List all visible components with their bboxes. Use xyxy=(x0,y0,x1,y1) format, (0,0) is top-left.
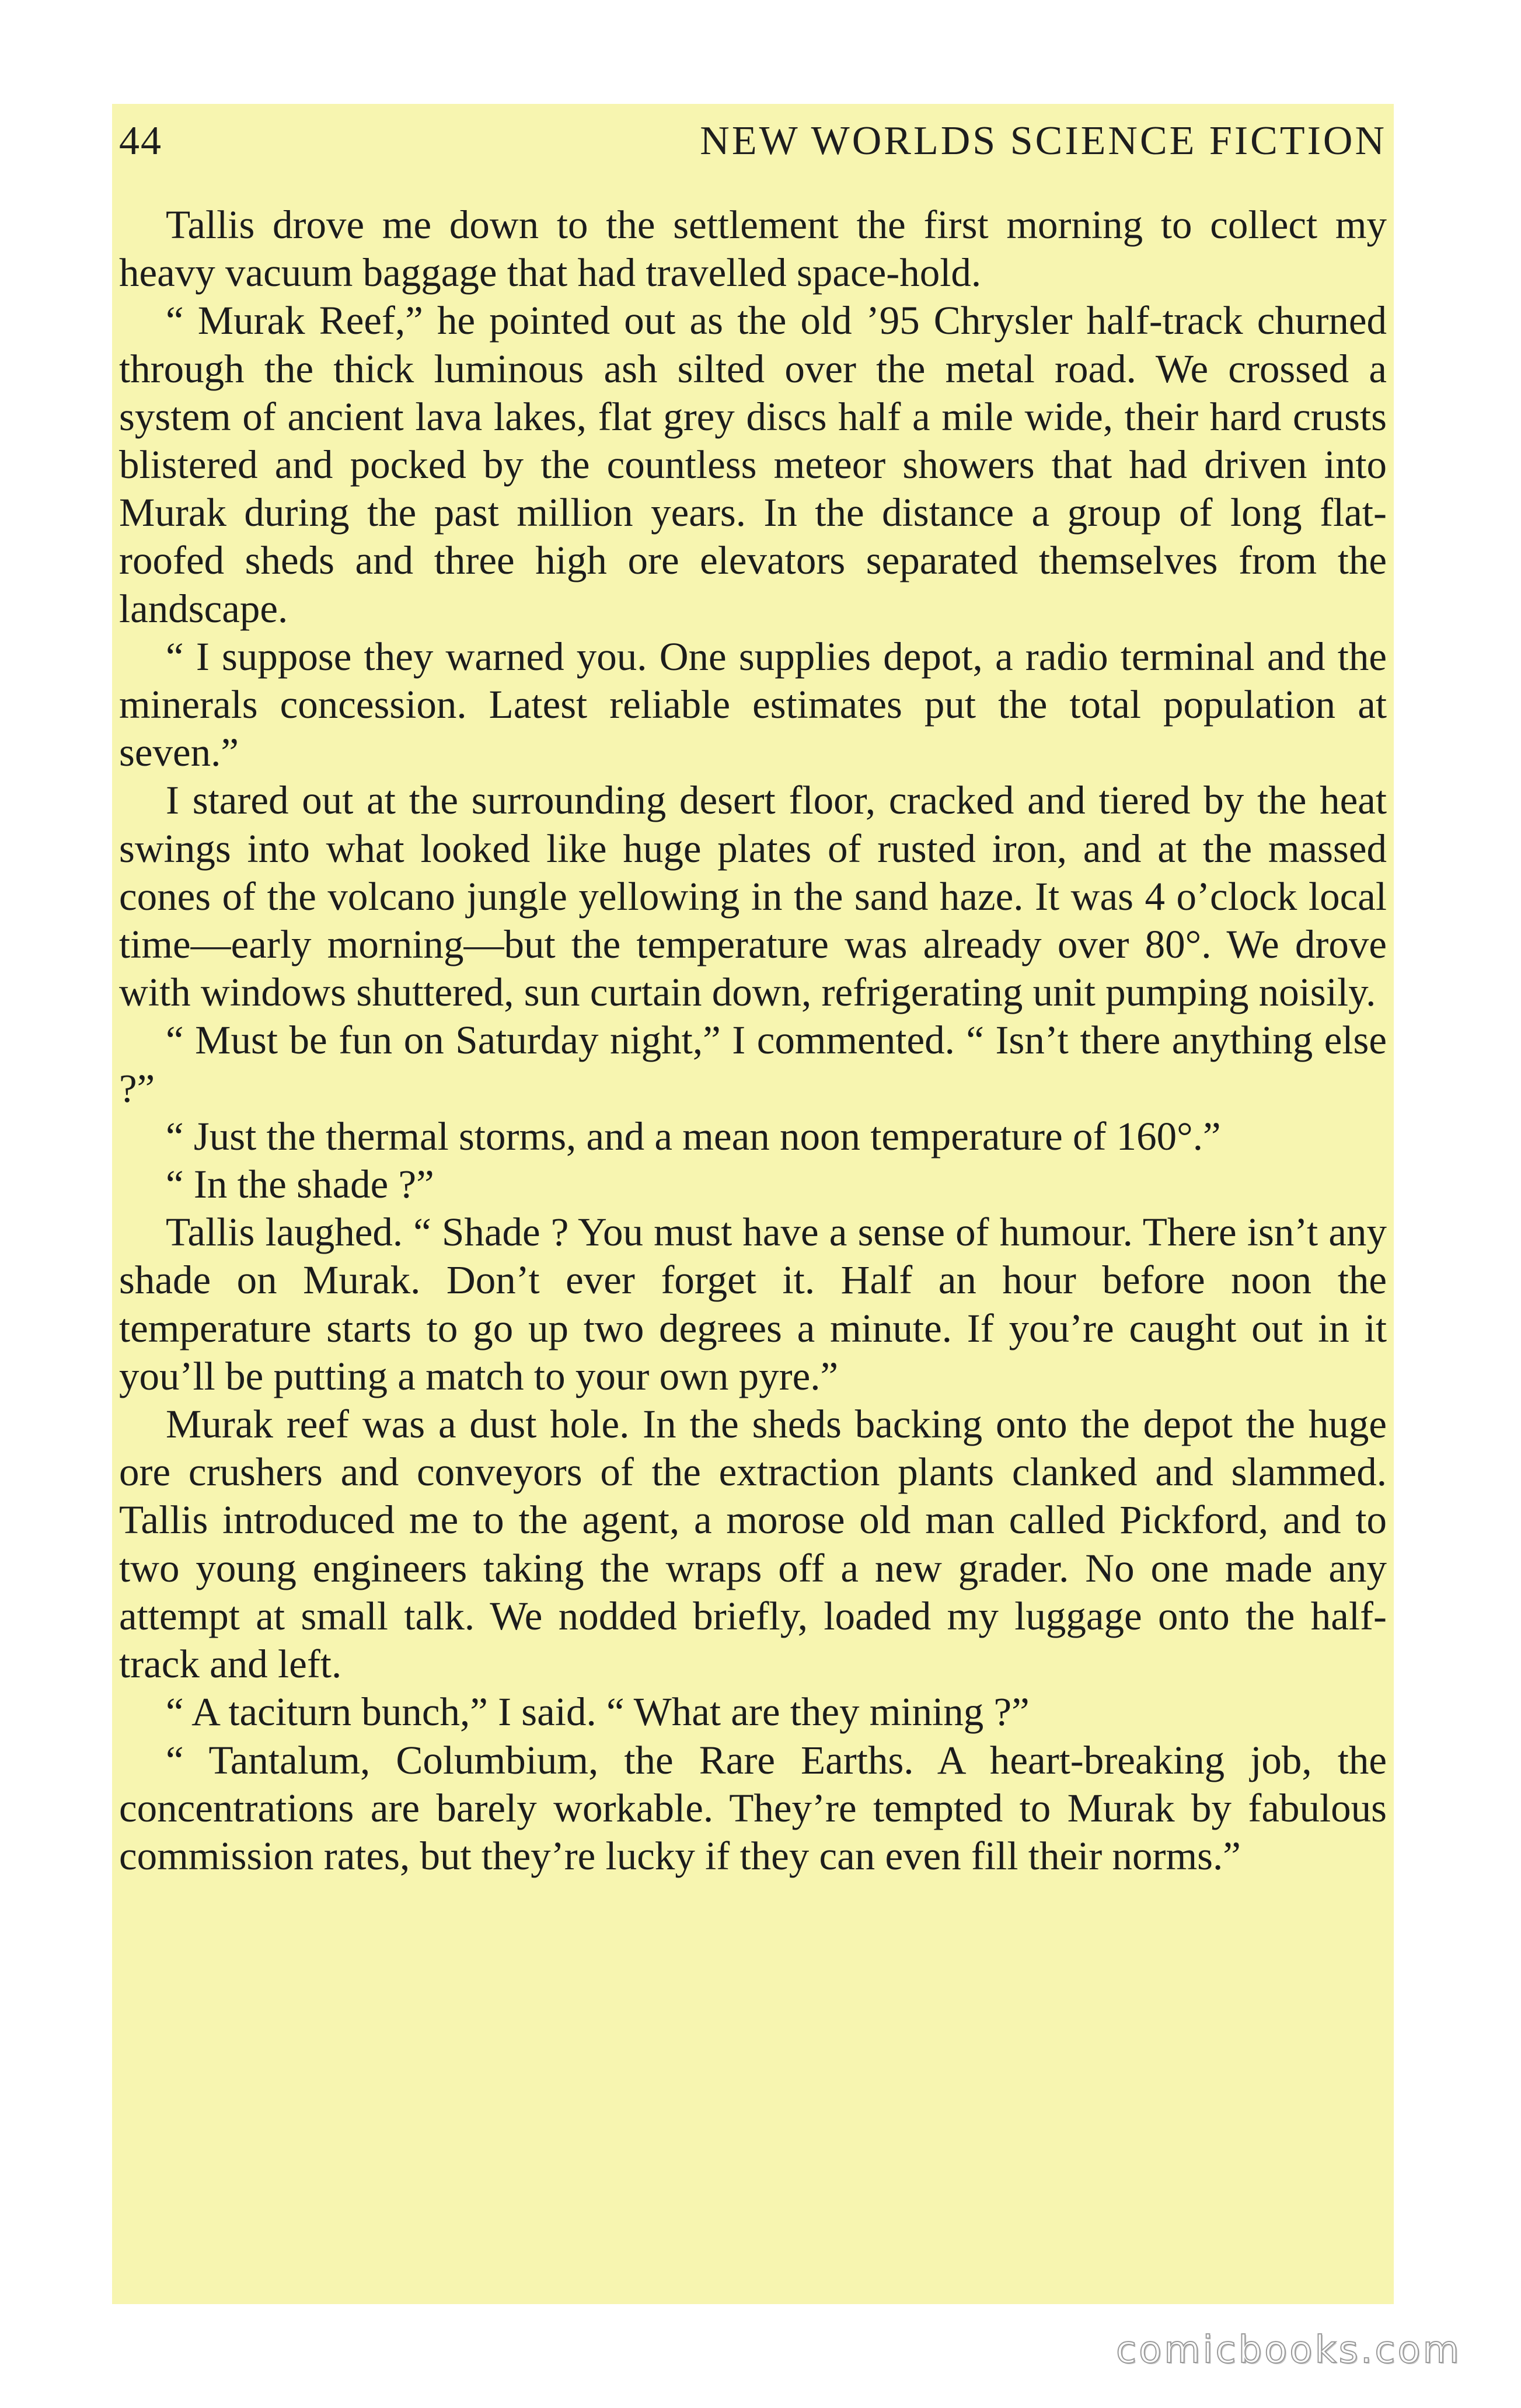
paragraph-6: “ Just the thermal storms, and a mean noon temperature of 160°.” xyxy=(166,1114,1221,1158)
paragraph-1: Tallis drove me down to the settlement the first morning to collect my heavy vacuum baggage that had travelled space-hold. xyxy=(119,203,1387,295)
paragraph-9: Murak reef was a dust hole. In the sheds backing onto the depot the huge ore crushers and conveyors of the extraction plants clanked and slammed. Tallis introduced me to the agent, a morose old man called Pickford, and to two young engineers taking the wraps off a new grader. No one made any attempt at small talk. We nodded briefly, loaded my luggage onto the half-track and left. xyxy=(119,1402,1387,1687)
page-number: 44 xyxy=(119,118,162,163)
paragraph-3: “ I suppose they warned you. One supplies depot, a radio terminal and the minerals concession. Latest reliable estimates put the total population at seven.” xyxy=(119,634,1387,775)
running-head xyxy=(119,104,1387,174)
paragraph-4: I stared out at the surrounding desert floor, cracked and tiered by the heat swings into what looked like huge plates of rusted iron, and at the massed cones of the volcano jungle yellowing in the sand haze. It was 4 o’clock local time—early morning—but the temperature was already over 80°. We drove with windows shuttered, sun curtain down, refrigerating unit pumping noisily. xyxy=(119,778,1387,1015)
scanned-page xyxy=(112,104,1394,2304)
body-text xyxy=(119,201,1387,1880)
paragraph-10: “ A taciturn bunch,” I said. “ What are they mining ?” xyxy=(166,1690,1030,1735)
paragraph-11: “ Tantalum, Columbium, the Rare Earths. A heart-breaking job, the concentrations are barely workable. They’re tempted to Murak by fabulous commission rates, but they’re lucky if they can even fill their norms.” xyxy=(119,1737,1387,1878)
paragraph-8: Tallis laughed. “ Shade ? You must have a sense of humour. There isn’t any shade on Murak. Don’t ever forget it. Half an hour before noon the temperature starts to go up two degrees a minute. If you’re caught out in it you’ll be putting a match to your own pyre.” xyxy=(119,1210,1387,1398)
watermark: comicbooks.com xyxy=(1115,2329,1461,2372)
running-title: NEW WORLDS SCIENCE FICTION xyxy=(700,118,1387,163)
paragraph-7: “ In the shade ?” xyxy=(166,1162,434,1207)
paragraph-5: “ Must be fun on Saturday night,” I commented. “ Isn’t there anything else ?” xyxy=(119,1018,1387,1111)
paragraph-2: “ Murak Reef,” he pointed out as the old ’95 Chrysler half-track churned through the thick luminous ash silted over the metal road. We crossed a system of ancient lava lakes, flat grey discs half a mile wide, their hard crusts blistered and pocked by the countless meteor showers that had driven into Murak during the past million years. In the distance a group of long flat-roofed sheds and three high ore elevators separated themselves from the landscape. xyxy=(119,298,1387,631)
